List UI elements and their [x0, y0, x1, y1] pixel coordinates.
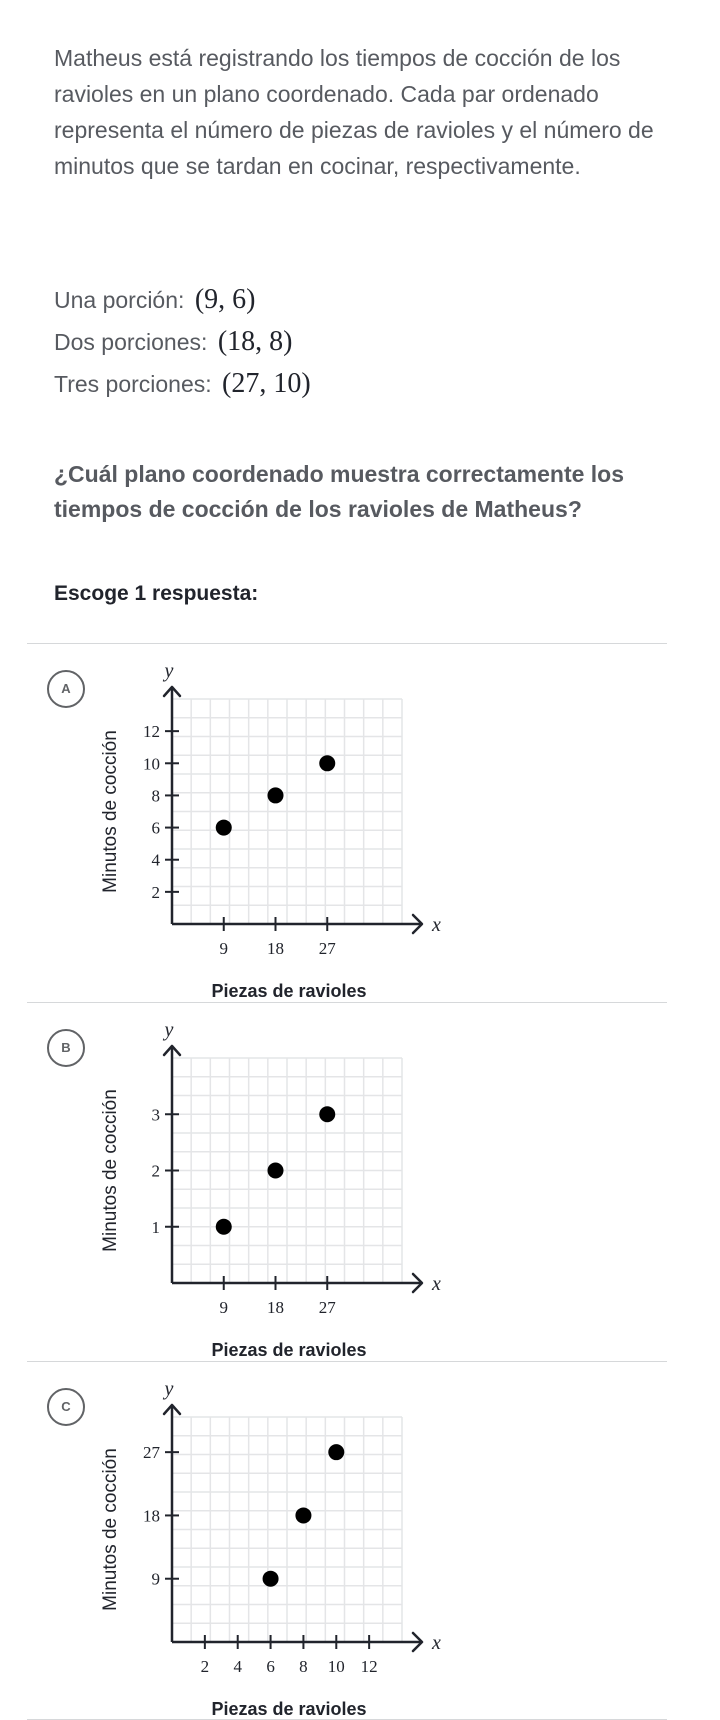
x-tick-label: 4	[233, 1657, 242, 1676]
data-point	[319, 1106, 335, 1122]
y-tick-label: 9	[151, 1569, 160, 1589]
y-tick-label: 18	[143, 1506, 160, 1526]
y-tick-label: 1	[151, 1217, 160, 1237]
pair-three	[54, 363, 311, 405]
y-axis-symbol: y	[164, 1378, 174, 1400]
x-tick-label: 18	[267, 1298, 284, 1317]
chart-a	[27, 644, 667, 1002]
x-axis-title: Piezas de ravioles	[211, 1340, 367, 1360]
choice-letter-circle[interactable]: B	[47, 1029, 85, 1067]
y-axis-symbol: y	[164, 660, 174, 682]
y-tick-label: 12	[143, 722, 160, 742]
choice-c[interactable]	[27, 1362, 667, 1720]
choice-b[interactable]	[27, 1003, 667, 1361]
pair-coordinates: (9, 6)	[194, 284, 256, 315]
y-tick-label: 2	[151, 882, 160, 902]
y-tick-label: 3	[151, 1105, 160, 1125]
plot-area	[100, 660, 441, 1001]
pair-one	[54, 279, 311, 321]
x-tick-label: 9	[219, 1298, 228, 1317]
x-tick-label: 9	[219, 939, 228, 958]
x-tick-label: 2	[200, 1657, 210, 1676]
y-axis-title: Minutos de cocción	[100, 1448, 121, 1611]
ordered-pairs-list	[54, 279, 311, 405]
y-tick-label: 2	[151, 1161, 160, 1181]
data-point	[263, 1571, 279, 1587]
y-tick-label: 8	[151, 786, 160, 806]
data-point	[216, 1219, 232, 1235]
problem-passage: Matheus está registrando los tiempos de cocción de los ravioles en un plano coordenado. Cada par ordenado representa el número de piezas de ravioles y el número de minutos que se tardan en cocinar, respectivamente.	[54, 45, 654, 179]
pair-label: Dos porciones:	[54, 329, 208, 355]
data-point	[268, 1163, 284, 1179]
grid-lines	[172, 699, 402, 924]
y-tick-label: 6	[151, 818, 160, 838]
x-tick-label: 27	[318, 939, 336, 958]
pair-label: Tres porciones:	[54, 371, 212, 397]
y-tick-label: 27	[143, 1443, 160, 1463]
y-axis-title: Minutos de cocción	[100, 730, 121, 893]
x-tick-label: 8	[299, 1657, 308, 1676]
y-axis-title: Minutos de cocción	[100, 1089, 121, 1252]
x-tick-label: 12	[360, 1657, 378, 1676]
choose-instruction: Escoge 1 respuesta:	[54, 582, 259, 605]
x-tick-label: 18	[267, 939, 284, 958]
x-axis-title: Piezas de ravioles	[211, 1699, 367, 1719]
grid-lines	[172, 1417, 402, 1642]
question-text: ¿Cuál plano coordenado muestra correctamente los tiempos de cocción de los ravioles de Matheus?	[54, 461, 625, 522]
y-tick-label: 10	[143, 754, 160, 774]
data-point	[328, 1444, 344, 1460]
y-tick-label: 4	[151, 850, 160, 870]
x-tick-label: 27	[318, 1298, 336, 1317]
pair-coordinates: (27, 10)	[222, 368, 311, 399]
pair-two	[54, 321, 311, 363]
data-point	[295, 1507, 311, 1523]
x-axis-symbol: x	[432, 1632, 441, 1654]
plot-area	[100, 1019, 441, 1360]
plot-area	[100, 1378, 441, 1719]
chart-b	[27, 1003, 667, 1361]
choice-a[interactable]	[27, 644, 667, 1002]
x-tick-label: 6	[266, 1657, 275, 1676]
y-axis-symbol: y	[164, 1019, 174, 1041]
pair-label: Una porción:	[54, 287, 185, 313]
x-axis-symbol: x	[432, 1273, 441, 1295]
data-point	[268, 787, 284, 803]
x-axis-title: Piezas de ravioles	[211, 981, 367, 1001]
data-point	[216, 820, 232, 836]
chart-c	[27, 1362, 667, 1720]
pair-coordinates: (18, 8)	[217, 326, 293, 357]
x-tick-label: 10	[327, 1657, 345, 1676]
choice-letter-circle[interactable]: C	[47, 1388, 85, 1426]
grid-lines	[172, 1058, 402, 1283]
x-axis-symbol: x	[432, 914, 441, 936]
choice-letter-circle[interactable]: A	[47, 670, 85, 708]
data-point	[319, 755, 335, 771]
